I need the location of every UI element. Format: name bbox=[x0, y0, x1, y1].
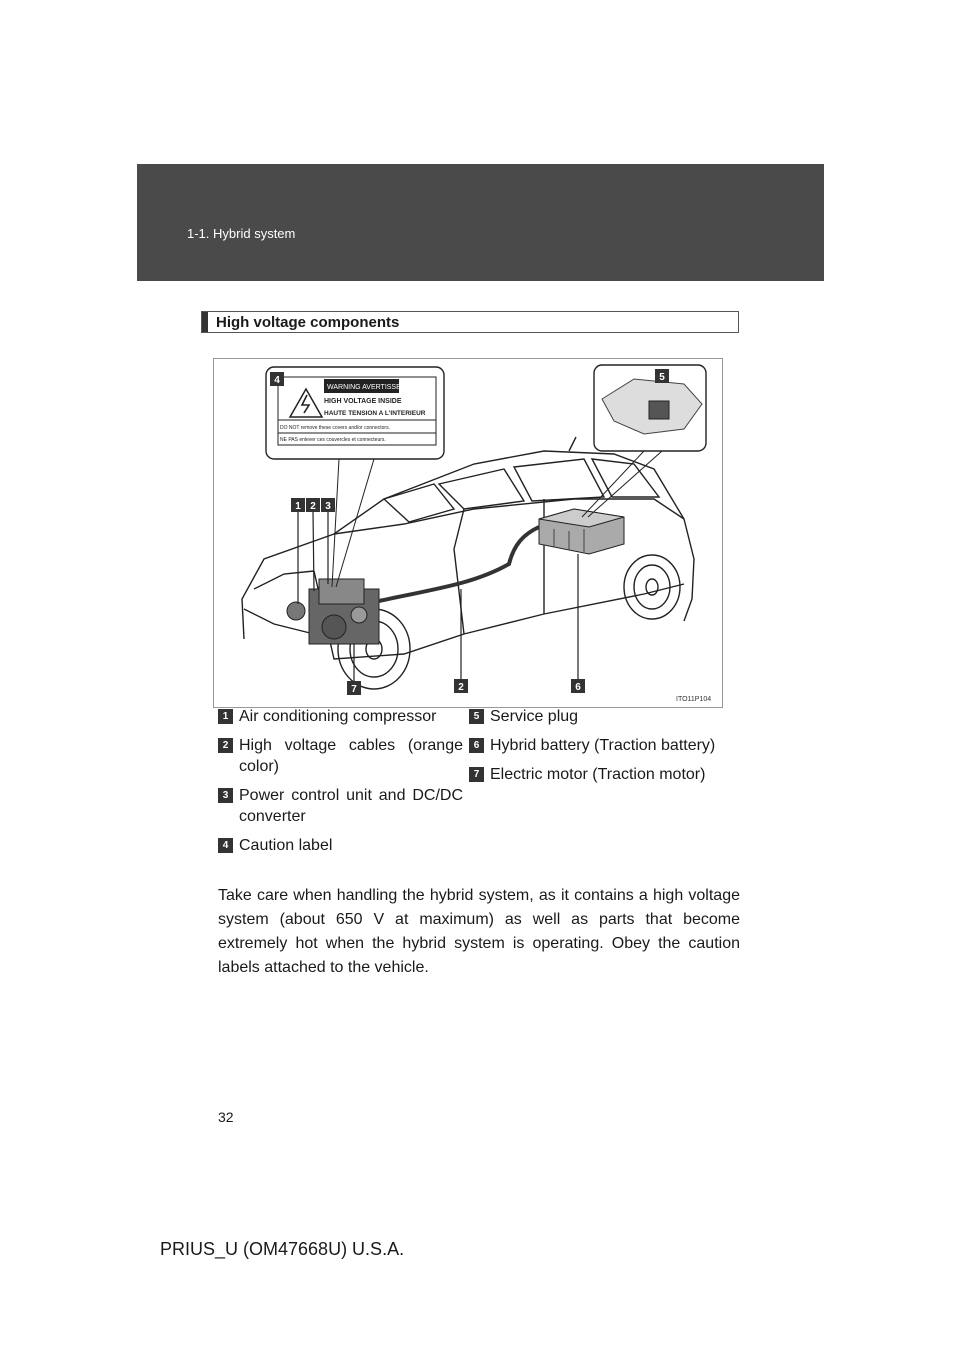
label-line-3: DO NOT remove these covers and/or connectors. bbox=[280, 425, 390, 431]
legend-item bbox=[218, 835, 463, 856]
legend-item bbox=[218, 706, 463, 727]
callout-1: 1 bbox=[295, 501, 301, 512]
page-number: 32 bbox=[218, 1109, 234, 1125]
legend-text: Air conditioning compressor bbox=[239, 708, 437, 725]
legend-number: 1 bbox=[218, 709, 233, 724]
components-figure bbox=[213, 358, 723, 708]
caution-label-inset bbox=[266, 367, 444, 587]
callout-5: 5 bbox=[659, 372, 665, 383]
callout-2-top: 2 bbox=[310, 501, 316, 512]
legend-number: 6 bbox=[469, 738, 484, 753]
legend-text: High voltage cables (orange color) bbox=[239, 737, 463, 775]
section-label: 1-1. Hybrid system bbox=[187, 226, 296, 241]
label-line-4: NE PAS enlever ces couvercles et connecteurs. bbox=[280, 437, 386, 443]
legend-number: 5 bbox=[469, 709, 484, 724]
legend-number: 7 bbox=[469, 767, 484, 782]
legend-text: Electric motor (Traction motor) bbox=[490, 766, 706, 783]
legend-text: Caution label bbox=[239, 837, 333, 854]
warning-text: WARNING AVERTISSEMENT bbox=[327, 384, 421, 391]
callout-6: 6 bbox=[575, 682, 581, 693]
legend-text: Hybrid battery (Traction battery) bbox=[490, 737, 716, 754]
legend-item bbox=[469, 706, 719, 727]
legend-item bbox=[469, 764, 719, 785]
hybrid-battery bbox=[539, 509, 624, 554]
legend-number: 2 bbox=[218, 738, 233, 753]
heading-bar bbox=[202, 312, 208, 332]
legend-number: 4 bbox=[218, 838, 233, 853]
label-line-1: HIGH VOLTAGE INSIDE bbox=[324, 398, 402, 405]
legend-text: Service plug bbox=[490, 708, 579, 725]
heading-text: High voltage components bbox=[216, 313, 400, 331]
header-band bbox=[137, 164, 824, 281]
legend-item bbox=[218, 735, 463, 777]
section-heading bbox=[201, 311, 739, 333]
figure-code: ITO11P104 bbox=[676, 696, 712, 703]
legend-item bbox=[218, 785, 463, 827]
callout-2-bottom: 2 bbox=[458, 682, 464, 693]
legend-right-column bbox=[469, 706, 719, 856]
label-line-2: HAUTE TENSION A L'INTERIEUR bbox=[324, 410, 426, 417]
legend-text: Power control unit and DC/DC converter bbox=[239, 787, 463, 825]
legend-item bbox=[469, 735, 719, 756]
legend-left-column bbox=[218, 706, 463, 856]
body-paragraph: Take care when handling the hybrid system, as it contains a high voltage system (about 650 V at maximum) as well as parts that become extremely hot when the hybrid system is operating. Obey the caution labels attached to the vehicle. bbox=[218, 887, 740, 976]
motor-block bbox=[287, 579, 379, 644]
legend-number: 3 bbox=[218, 788, 233, 803]
callout-3: 3 bbox=[325, 501, 331, 512]
callout-4: 4 bbox=[274, 375, 280, 386]
component-legend bbox=[218, 706, 718, 856]
car-illustration bbox=[214, 359, 722, 707]
callout-7: 7 bbox=[351, 684, 357, 695]
footer-model: PRIUS_U (OM47668U) U.S.A. bbox=[160, 1239, 405, 1259]
service-plug-inset bbox=[582, 365, 706, 517]
wheels bbox=[338, 555, 680, 689]
